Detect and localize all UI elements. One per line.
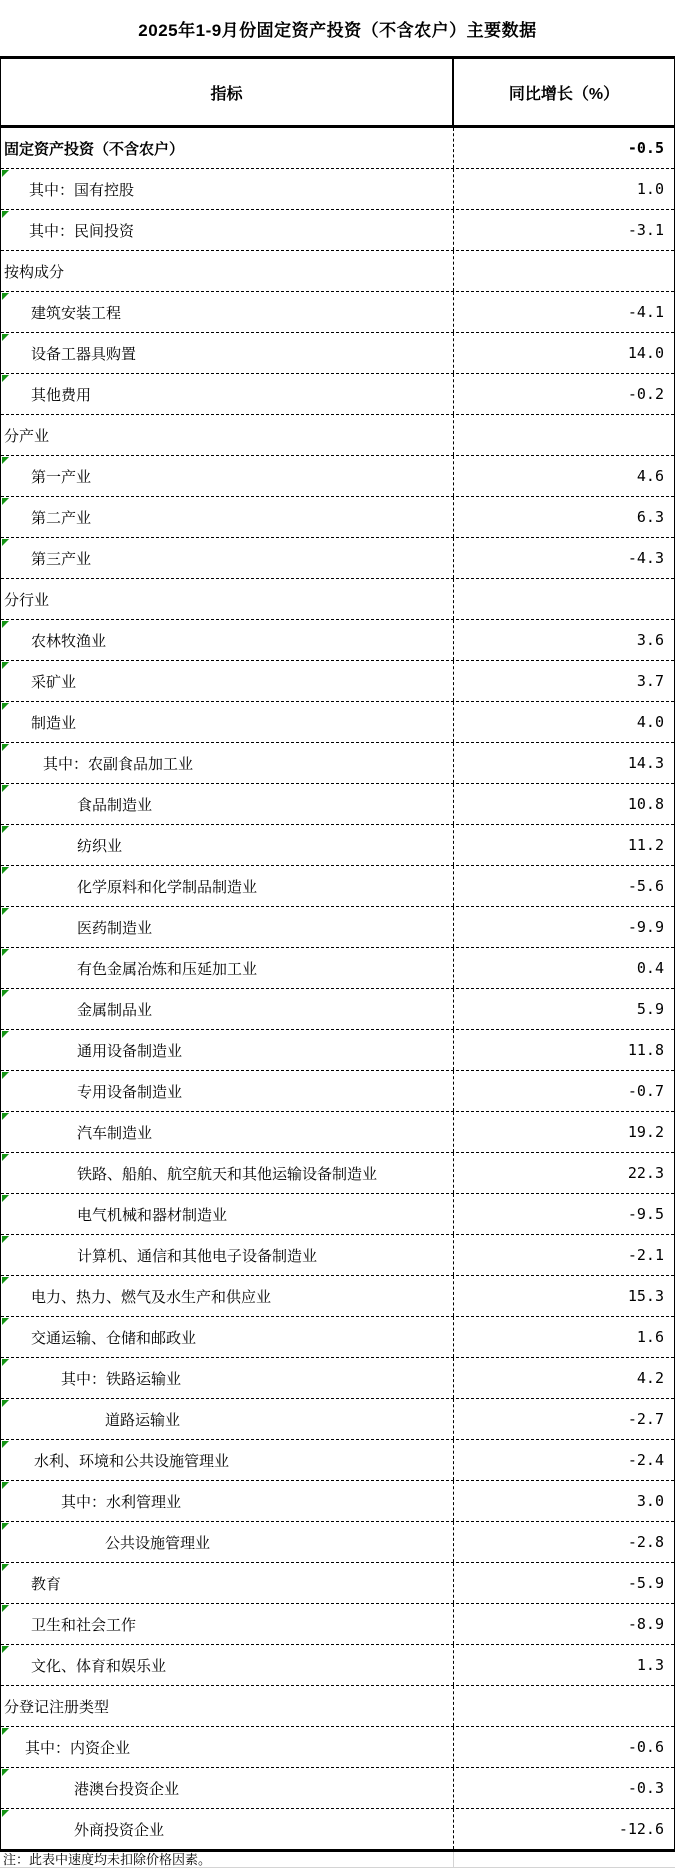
indicator-label: 公共设施管理业: [105, 1534, 211, 1552]
yoy-value-cell[interactable]: -9.9: [453, 907, 674, 947]
yoy-value-cell[interactable]: 1.6: [453, 1317, 674, 1357]
yoy-value-cell[interactable]: -2.1: [453, 1235, 674, 1275]
table-row: [1, 866, 674, 907]
indicator-cell[interactable]: [1, 1522, 453, 1562]
indicator-label: 电气机械和器材制造业: [77, 1206, 228, 1224]
table-row: [1, 825, 674, 866]
cell-error-triangle-icon: [2, 1605, 9, 1612]
indicator-cell[interactable]: [1, 210, 453, 250]
table-row: [1, 1153, 674, 1194]
indicator-cell[interactable]: [1, 1440, 453, 1480]
table-row: [1, 1358, 674, 1399]
yoy-value-cell[interactable]: -5.9: [453, 1563, 674, 1603]
indicator-label: 农林牧渔业: [31, 632, 107, 650]
indicator-cell[interactable]: [1, 1727, 453, 1767]
indicator-label: 按构成分: [4, 263, 65, 281]
table-row: [1, 702, 674, 743]
indicator-cell[interactable]: [1, 456, 453, 496]
yoy-value-cell[interactable]: 14.0: [453, 333, 674, 373]
indicator-cell[interactable]: [1, 1317, 453, 1357]
table-body: [0, 128, 675, 1852]
yoy-value-cell[interactable]: -4.3: [453, 538, 674, 578]
footnote-row: [0, 1852, 675, 1868]
table-row: [1, 579, 674, 620]
yoy-value-cell[interactable]: 19.2: [453, 1112, 674, 1152]
cell-error-triangle-icon: [2, 908, 9, 915]
cell-error-triangle-icon: [2, 867, 9, 874]
cell-error-triangle-icon: [2, 498, 9, 505]
indicator-label: 化学原料和化学制品制造业: [77, 878, 258, 896]
header-cell-indicator[interactable]: 指标: [210, 85, 243, 103]
indicator-label: 制造业: [31, 714, 77, 732]
table-row: [1, 1399, 674, 1440]
indicator-label: 食品制造业: [77, 796, 153, 814]
cell-error-triangle-icon: [2, 744, 9, 751]
cell-error-triangle-icon: [2, 1810, 9, 1817]
indicator-label: 电力、热力、燃气及水生产和供应业: [31, 1288, 272, 1306]
yoy-value-cell[interactable]: -5.6: [453, 866, 674, 906]
table-row: [1, 1194, 674, 1235]
yoy-value-cell[interactable]: 4.6: [453, 456, 674, 496]
yoy-value-cell[interactable]: 6.3: [453, 497, 674, 537]
table-row: [1, 743, 674, 784]
table-row: [1, 456, 674, 497]
indicator-label: 港澳台投资企业: [74, 1780, 180, 1798]
indicator-label: 专用设备制造业: [77, 1083, 183, 1101]
indicator-label: 设备工器具购置: [31, 345, 137, 363]
yoy-value-cell[interactable]: [453, 251, 674, 291]
yoy-value-cell[interactable]: 11.2: [453, 825, 674, 865]
yoy-value-cell[interactable]: -2.8: [453, 1522, 674, 1562]
indicator-cell[interactable]: [1, 989, 453, 1029]
cell-error-triangle-icon: [2, 990, 9, 997]
yoy-value-cell[interactable]: [453, 1686, 674, 1726]
indicator-cell[interactable]: [1, 866, 453, 906]
header-cell-yoy-growth[interactable]: 同比增长（%）: [452, 59, 674, 125]
cell-error-triangle-icon: [2, 949, 9, 956]
cell-error-triangle-icon: [2, 1031, 9, 1038]
indicator-cell[interactable]: [1, 948, 453, 988]
table-row: [1, 333, 674, 374]
yoy-value-cell[interactable]: [453, 415, 674, 455]
indicator-cell[interactable]: [1, 1153, 453, 1193]
indicator-label: 纺织业: [77, 837, 123, 855]
indicator-label: 道路运输业: [105, 1411, 181, 1429]
indicator-label: 分登记注册类型: [4, 1698, 110, 1716]
indicator-cell[interactable]: [1, 743, 453, 783]
cell-error-triangle-icon: [2, 293, 9, 300]
indicator-cell[interactable]: [1, 1358, 453, 1398]
cell-error-triangle-icon: [2, 1769, 9, 1776]
indicator-label: 有色金属冶炼和压延加工业: [77, 960, 258, 978]
indicator-label: 汽车制造业: [77, 1124, 153, 1142]
table-header-row: [0, 56, 675, 128]
indicator-cell[interactable]: [1, 1235, 453, 1275]
indicator-label: 文化、体育和娱乐业: [31, 1657, 167, 1675]
indicator-label: 水利、环境和公共设施管理业: [34, 1452, 230, 1470]
indicator-label: 固定资产投资（不含农户）: [4, 140, 185, 158]
table-row: [1, 948, 674, 989]
indicator-cell[interactable]: [1, 907, 453, 947]
table-row: [1, 1727, 674, 1768]
indicator-cell[interactable]: [1, 128, 453, 168]
indicator-label: 其中：农副食品加工业: [43, 755, 194, 773]
indicator-label: 分产业: [4, 427, 50, 445]
indicator-label: 其中：民间投资: [29, 222, 135, 240]
indicator-cell[interactable]: [1, 292, 453, 332]
table-row: [1, 620, 674, 661]
cell-error-triangle-icon: [2, 1154, 9, 1161]
indicator-cell[interactable]: [1, 415, 453, 455]
cell-error-triangle-icon: [2, 1482, 9, 1489]
indicator-cell[interactable]: [1, 661, 453, 701]
table-row: [1, 1768, 674, 1809]
indicator-label: 卫生和社会工作: [31, 1616, 137, 1634]
table-row: [1, 1522, 674, 1563]
table-row: [1, 1112, 674, 1153]
indicator-label: 金属制品业: [77, 1001, 153, 1019]
cell-error-triangle-icon: [2, 621, 9, 628]
cell-error-triangle-icon: [2, 1072, 9, 1079]
indicator-label: 其他费用: [31, 386, 92, 404]
table-row: [1, 1604, 674, 1645]
cell-error-triangle-icon: [2, 1400, 9, 1407]
indicator-cell[interactable]: [1, 1194, 453, 1234]
cell-error-triangle-icon: [2, 1564, 9, 1571]
yoy-value-cell[interactable]: 14.3: [453, 743, 674, 783]
indicator-label: 第一产业: [31, 468, 92, 486]
indicator-cell[interactable]: [1, 1276, 453, 1316]
yoy-value-cell[interactable]: -0.3: [453, 1768, 674, 1808]
table-row: [1, 210, 674, 251]
indicator-cell[interactable]: [1, 1809, 453, 1849]
cell-error-triangle-icon: [2, 1728, 9, 1735]
cell-error-triangle-icon: [2, 539, 9, 546]
yoy-value-cell[interactable]: 3.7: [453, 661, 674, 701]
table-row: [1, 907, 674, 948]
yoy-value-cell[interactable]: -2.4: [453, 1440, 674, 1480]
indicator-label: 计算机、通信和其他电子设备制造业: [77, 1247, 318, 1265]
indicator-cell[interactable]: [1, 1563, 453, 1603]
yoy-value-cell[interactable]: -0.7: [453, 1071, 674, 1111]
table-row: [1, 661, 674, 702]
indicator-cell[interactable]: [1, 825, 453, 865]
indicator-label: 其中：内资企业: [25, 1739, 131, 1757]
indicator-label: 外商投资企业: [74, 1821, 165, 1839]
cell-error-triangle-icon: [2, 1318, 9, 1325]
cell-error-triangle-icon: [2, 1277, 9, 1284]
table-row: [1, 1235, 674, 1276]
indicator-label: 采矿业: [31, 673, 77, 691]
indicator-label: 其中：国有控股: [29, 181, 135, 199]
yoy-value-cell[interactable]: 15.3: [453, 1276, 674, 1316]
yoy-value-cell[interactable]: 22.3: [453, 1153, 674, 1193]
yoy-value-cell[interactable]: 5.9: [453, 989, 674, 1029]
cell-error-triangle-icon: [2, 1441, 9, 1448]
table-row: [1, 1481, 674, 1522]
indicator-label: 分行业: [4, 591, 50, 609]
yoy-value-cell[interactable]: -3.1: [453, 210, 674, 250]
cell-error-triangle-icon: [2, 457, 9, 464]
yoy-value-cell[interactable]: -0.5: [453, 128, 674, 168]
indicator-cell[interactable]: [1, 1604, 453, 1644]
yoy-value-cell[interactable]: 1.3: [453, 1645, 674, 1685]
cell-error-triangle-icon: [2, 170, 9, 177]
yoy-value-cell[interactable]: 0.4: [453, 948, 674, 988]
cell-error-triangle-icon: [2, 703, 9, 710]
footnote-empty-cell: [453, 1852, 675, 1867]
indicator-cell[interactable]: [1, 1768, 453, 1808]
table-row: [1, 1317, 674, 1358]
indicator-label: 医药制造业: [77, 919, 153, 937]
cell-error-triangle-icon: [2, 375, 9, 382]
table-row: [1, 1563, 674, 1604]
indicator-cell[interactable]: [1, 1481, 453, 1521]
table-row: [1, 989, 674, 1030]
indicator-cell[interactable]: [1, 497, 453, 537]
indicator-label: 通用设备制造业: [77, 1042, 183, 1060]
indicator-cell[interactable]: [1, 1686, 453, 1726]
cell-error-triangle-icon: [2, 1359, 9, 1366]
yoy-value-cell[interactable]: 11.8: [453, 1030, 674, 1070]
cell-error-triangle-icon: [2, 1113, 9, 1120]
indicator-label: 铁路、船舶、航空航天和其他运输设备制造业: [77, 1165, 378, 1183]
cell-error-triangle-icon: [2, 334, 9, 341]
indicator-cell[interactable]: [1, 1030, 453, 1070]
indicator-label: 其中：水利管理业: [61, 1493, 182, 1511]
yoy-value-cell[interactable]: -0.6: [453, 1727, 674, 1767]
table-row: [1, 1440, 674, 1481]
table-row: [1, 1276, 674, 1317]
indicator-cell[interactable]: [1, 579, 453, 619]
indicator-cell[interactable]: [1, 1399, 453, 1439]
yoy-value-cell[interactable]: -9.5: [453, 1194, 674, 1234]
yoy-value-cell[interactable]: -8.9: [453, 1604, 674, 1644]
cell-error-triangle-icon: [2, 1523, 9, 1530]
table-row: [1, 1686, 674, 1727]
table-row: [1, 251, 674, 292]
cell-error-triangle-icon: [2, 1195, 9, 1202]
cell-error-triangle-icon: [2, 785, 9, 792]
yoy-value-cell[interactable]: 3.6: [453, 620, 674, 660]
yoy-value-cell[interactable]: 1.0: [453, 169, 674, 209]
yoy-value-cell[interactable]: -12.6: [453, 1809, 674, 1849]
indicator-cell[interactable]: [1, 784, 453, 824]
indicator-label: 交通运输、仓储和邮政业: [31, 1329, 197, 1347]
table-row: [1, 1645, 674, 1686]
indicator-cell[interactable]: [1, 702, 453, 742]
yoy-value-cell[interactable]: 10.8: [453, 784, 674, 824]
indicator-cell[interactable]: [1, 169, 453, 209]
indicator-cell[interactable]: [1, 374, 453, 414]
table-row: [1, 169, 674, 210]
table-row: [1, 538, 674, 579]
yoy-value-cell[interactable]: 4.2: [453, 1358, 674, 1398]
yoy-value-cell[interactable]: [453, 579, 674, 619]
yoy-value-cell[interactable]: -2.7: [453, 1399, 674, 1439]
table-row: [1, 292, 674, 333]
table-title: 2025年1-9月份固定资产投资（不含农户）主要数据: [138, 20, 537, 40]
cell-error-triangle-icon: [2, 662, 9, 669]
indicator-cell[interactable]: [1, 1112, 453, 1152]
indicator-cell[interactable]: [1, 333, 453, 373]
indicator-label: 第三产业: [31, 550, 92, 568]
indicator-label: 建筑安装工程: [31, 304, 122, 322]
table-row: [1, 784, 674, 825]
yoy-value-cell[interactable]: 3.0: [453, 1481, 674, 1521]
table-row: [1, 415, 674, 456]
yoy-value-cell[interactable]: 4.0: [453, 702, 674, 742]
indicator-cell[interactable]: [1, 620, 453, 660]
yoy-value-cell[interactable]: -4.1: [453, 292, 674, 332]
indicator-label: 第二产业: [31, 509, 92, 527]
table-row: [1, 1030, 674, 1071]
table-row: [1, 128, 674, 169]
table-row: [1, 1071, 674, 1112]
indicator-cell[interactable]: [1, 1645, 453, 1685]
indicator-cell[interactable]: [1, 538, 453, 578]
table-row: [1, 1809, 674, 1849]
yoy-value-cell[interactable]: -0.2: [453, 374, 674, 414]
table-row: [1, 374, 674, 415]
indicator-label: 教育: [31, 1575, 62, 1593]
cell-error-triangle-icon: [2, 826, 9, 833]
indicator-label: 其中：铁路运输业: [61, 1370, 182, 1388]
cell-error-triangle-icon: [2, 1236, 9, 1243]
footnote-text: 注：此表中速度均未扣除价格因素。: [3, 1852, 212, 1867]
cell-error-triangle-icon: [2, 211, 9, 218]
cell-error-triangle-icon: [2, 1646, 9, 1653]
indicator-cell[interactable]: [1, 1071, 453, 1111]
table-row: [1, 497, 674, 538]
indicator-cell[interactable]: [1, 251, 453, 291]
